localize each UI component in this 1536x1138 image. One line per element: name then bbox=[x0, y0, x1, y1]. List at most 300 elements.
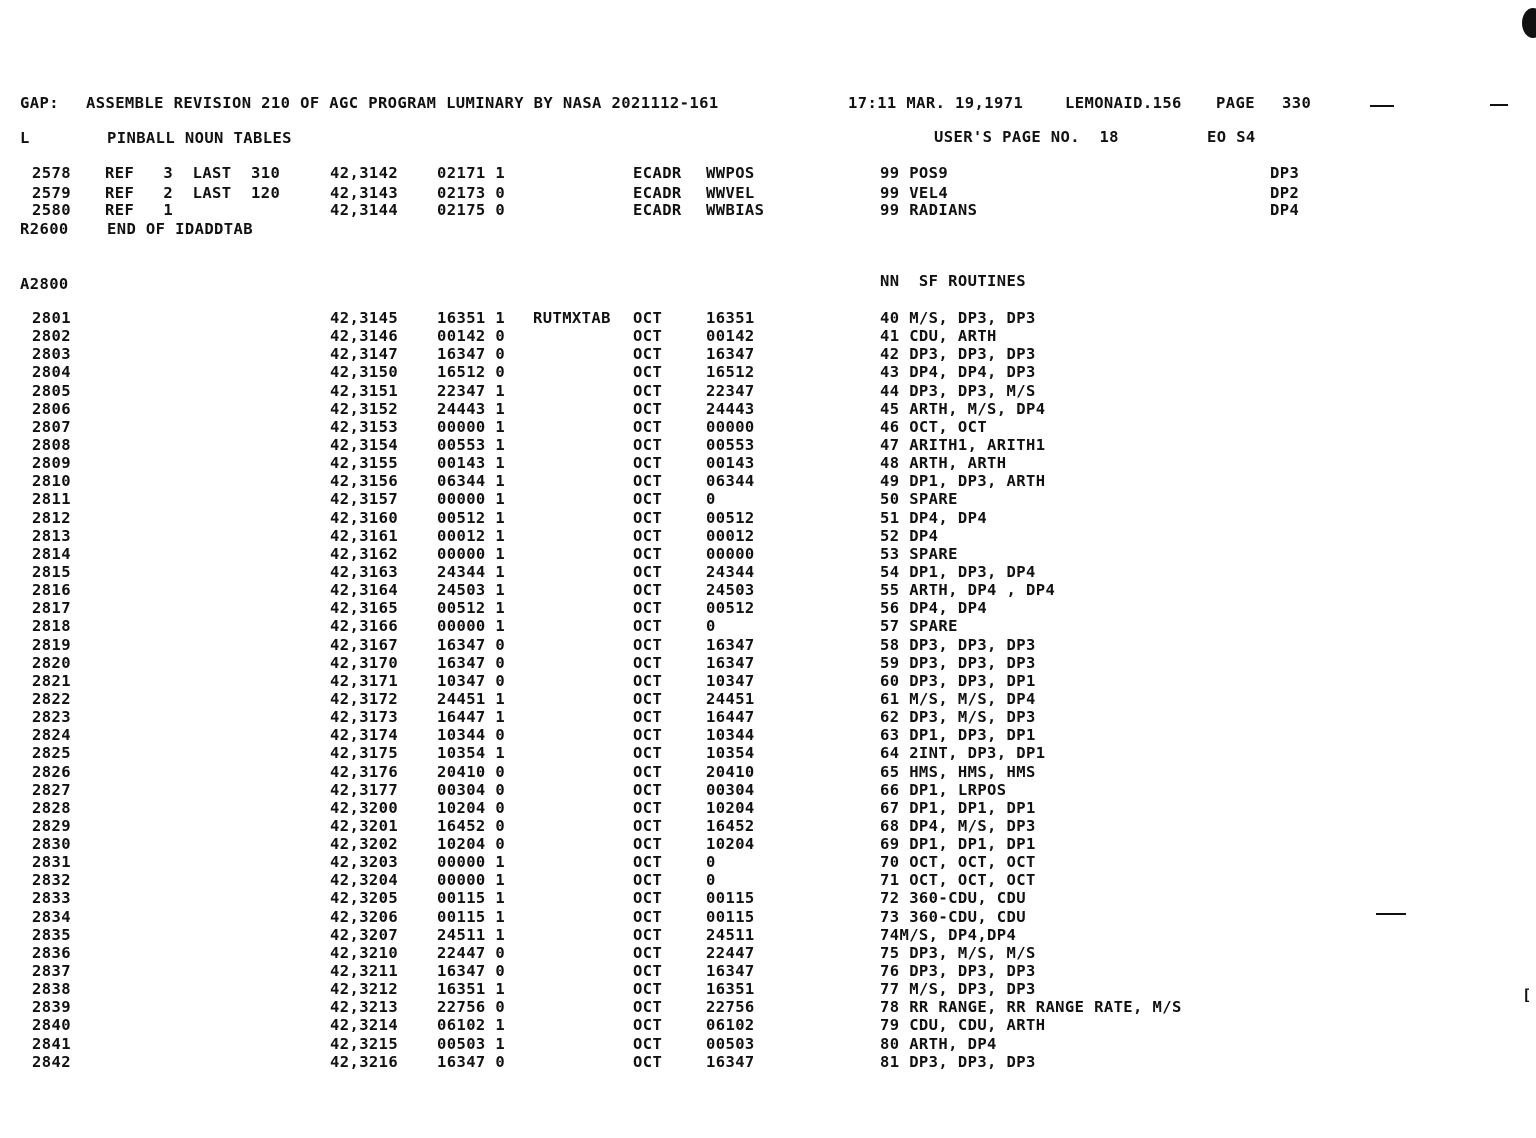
edge-bracket-mark: [ bbox=[1522, 986, 1532, 1004]
line-number: 2809 bbox=[32, 454, 71, 472]
address: 42,3200 bbox=[330, 799, 399, 817]
opcode: OCT bbox=[633, 1016, 663, 1034]
opcode: ECADR bbox=[633, 164, 682, 182]
comment: 49 DP1, DP3, ARTH bbox=[880, 472, 1046, 490]
opcode: OCT bbox=[633, 763, 663, 781]
octal-code: 02175 0 bbox=[437, 201, 506, 219]
comment: 80 ARTH, DP4 bbox=[880, 1035, 997, 1053]
table-row bbox=[0, 490, 1536, 508]
table-row bbox=[0, 781, 1536, 799]
listing-flag: L bbox=[20, 129, 30, 147]
octal-code: 00000 1 bbox=[437, 490, 506, 508]
address: 42,3167 bbox=[330, 636, 399, 654]
operand: 00143 bbox=[706, 454, 755, 472]
address: 42,3165 bbox=[330, 599, 399, 617]
table-row bbox=[0, 763, 1536, 781]
table-row bbox=[0, 835, 1536, 853]
line-number: 2804 bbox=[32, 363, 71, 381]
address: 42,3152 bbox=[330, 400, 399, 418]
line-number: 2829 bbox=[32, 817, 71, 835]
comment: 99 RADIANS bbox=[880, 201, 978, 219]
section2-heading: NN SF ROUTINES bbox=[880, 272, 1026, 290]
octal-code: 24511 1 bbox=[437, 926, 506, 944]
address: 42,3204 bbox=[330, 871, 399, 889]
line-number: 2834 bbox=[32, 908, 71, 926]
operand: 00304 bbox=[706, 781, 755, 799]
comment: 47 ARITH1, ARITH1 bbox=[880, 436, 1046, 454]
ref-info: REF 3 LAST 310 bbox=[105, 164, 281, 182]
comment: 52 DP4 bbox=[880, 527, 939, 545]
comment: 58 DP3, DP3, DP3 bbox=[880, 636, 1036, 654]
octal-code: 00304 0 bbox=[437, 781, 506, 799]
octal-code: 24344 1 bbox=[437, 563, 506, 581]
line-number: 2841 bbox=[32, 1035, 71, 1053]
line-number: 2815 bbox=[32, 563, 71, 581]
address: 42,3160 bbox=[330, 509, 399, 527]
opcode: OCT bbox=[633, 490, 663, 508]
octal-code: 22347 1 bbox=[437, 382, 506, 400]
octal-code: 00512 1 bbox=[437, 509, 506, 527]
operand: 00000 bbox=[706, 545, 755, 563]
line-number: 2813 bbox=[32, 527, 71, 545]
operand: 0 bbox=[706, 871, 716, 889]
comment: 68 DP4, M/S, DP3 bbox=[880, 817, 1036, 835]
line-number: 2836 bbox=[32, 944, 71, 962]
operand: 24344 bbox=[706, 563, 755, 581]
line-number: 2803 bbox=[32, 345, 71, 363]
page-number: 330 bbox=[1282, 94, 1312, 112]
octal-code: 16447 1 bbox=[437, 708, 506, 726]
table-row bbox=[0, 509, 1536, 527]
opcode: ECADR bbox=[633, 184, 682, 202]
table-row bbox=[0, 654, 1536, 672]
table-row bbox=[0, 708, 1536, 726]
opcode: OCT bbox=[633, 454, 663, 472]
comment: 56 DP4, DP4 bbox=[880, 599, 988, 617]
opcode: OCT bbox=[633, 690, 663, 708]
operand: 16347 bbox=[706, 1053, 755, 1071]
comment: 78 RR RANGE, RR RANGE RATE, M/S bbox=[880, 998, 1182, 1016]
octal-code: 00142 0 bbox=[437, 327, 506, 345]
address: 42,3171 bbox=[330, 672, 399, 690]
table-row bbox=[0, 472, 1536, 490]
comment: 57 SPARE bbox=[880, 617, 958, 635]
opcode: ECADR bbox=[633, 201, 682, 219]
table-row bbox=[0, 871, 1536, 889]
opcode: OCT bbox=[633, 1035, 663, 1053]
table-row bbox=[0, 418, 1536, 436]
operand: 10204 bbox=[706, 799, 755, 817]
comment: 75 DP3, M/S, M/S bbox=[880, 944, 1036, 962]
operand: 00503 bbox=[706, 1035, 755, 1053]
opcode: OCT bbox=[633, 654, 663, 672]
operand: 24503 bbox=[706, 581, 755, 599]
comment: 40 M/S, DP3, DP3 bbox=[880, 309, 1036, 327]
address: 42,3157 bbox=[330, 490, 399, 508]
address: 42,3174 bbox=[330, 726, 399, 744]
table-row bbox=[0, 454, 1536, 472]
address: 42,3155 bbox=[330, 454, 399, 472]
table-row bbox=[0, 672, 1536, 690]
octal-code: 16347 0 bbox=[437, 654, 506, 672]
opcode: OCT bbox=[633, 527, 663, 545]
octal-code: 10344 0 bbox=[437, 726, 506, 744]
octal-code: 00000 1 bbox=[437, 871, 506, 889]
table-row bbox=[0, 726, 1536, 744]
table-row bbox=[0, 690, 1536, 708]
line-number: 2835 bbox=[32, 926, 71, 944]
comment: 81 DP3, DP3, DP3 bbox=[880, 1053, 1036, 1071]
line-number: 2831 bbox=[32, 853, 71, 871]
table-row bbox=[0, 962, 1536, 980]
opcode: OCT bbox=[633, 617, 663, 635]
address: 42,3142 bbox=[330, 164, 399, 182]
address: 42,3201 bbox=[330, 817, 399, 835]
octal-code: 24451 1 bbox=[437, 690, 506, 708]
comment: 62 DP3, M/S, DP3 bbox=[880, 708, 1036, 726]
line-number: 2830 bbox=[32, 835, 71, 853]
table-row bbox=[0, 744, 1536, 762]
table-row bbox=[0, 581, 1536, 599]
operand: 0 bbox=[706, 490, 716, 508]
comment: 69 DP1, DP1, DP1 bbox=[880, 835, 1036, 853]
operand: 22347 bbox=[706, 382, 755, 400]
operand: 0 bbox=[706, 617, 716, 635]
octal-code: 10354 1 bbox=[437, 744, 506, 762]
operand: 22756 bbox=[706, 998, 755, 1016]
address: 42,3203 bbox=[330, 853, 399, 871]
line-number: 2810 bbox=[32, 472, 71, 490]
octal-code: 16351 1 bbox=[437, 309, 506, 327]
opcode: OCT bbox=[633, 327, 663, 345]
opcode: OCT bbox=[633, 853, 663, 871]
operand: 16347 bbox=[706, 636, 755, 654]
octal-code: 00000 1 bbox=[437, 617, 506, 635]
line-number: 2840 bbox=[32, 1016, 71, 1034]
line-number: 2818 bbox=[32, 617, 71, 635]
operand: 00115 bbox=[706, 908, 755, 926]
line-number: 2814 bbox=[32, 545, 71, 563]
octal-code: 16347 0 bbox=[437, 345, 506, 363]
octal-code: 10204 0 bbox=[437, 799, 506, 817]
octal-code: 10347 0 bbox=[437, 672, 506, 690]
address: 42,3205 bbox=[330, 889, 399, 907]
line-number: 2801 bbox=[32, 309, 71, 327]
address: 42,3211 bbox=[330, 962, 399, 980]
operand: 16447 bbox=[706, 708, 755, 726]
opcode: OCT bbox=[633, 998, 663, 1016]
address: 42,3150 bbox=[330, 363, 399, 381]
users-page-number: USER'S PAGE NO. 18 bbox=[934, 128, 1119, 146]
operand: 00512 bbox=[706, 509, 755, 527]
line-number: 2811 bbox=[32, 490, 71, 508]
line-number: 2842 bbox=[32, 1053, 71, 1071]
opcode: OCT bbox=[633, 799, 663, 817]
opcode: OCT bbox=[633, 418, 663, 436]
comment: 48 ARTH, ARTH bbox=[880, 454, 1007, 472]
comment: 64 2INT, DP3, DP1 bbox=[880, 744, 1046, 762]
table-row bbox=[0, 545, 1536, 563]
address: 42,3156 bbox=[330, 472, 399, 490]
assembly-title: ASSEMBLE REVISION 210 OF AGC PROGRAM LUMINARY BY NASA 2021112-161 bbox=[86, 94, 719, 112]
table-row bbox=[0, 527, 1536, 545]
octal-code: 10204 0 bbox=[437, 835, 506, 853]
line-number: 2819 bbox=[32, 636, 71, 654]
comment: 71 OCT, OCT, OCT bbox=[880, 871, 1036, 889]
octal-code: 00012 1 bbox=[437, 527, 506, 545]
comment: 61 M/S, M/S, DP4 bbox=[880, 690, 1036, 708]
address: 42,3207 bbox=[330, 926, 399, 944]
edge-dash-mark bbox=[1490, 104, 1508, 106]
address: 42,3216 bbox=[330, 1053, 399, 1071]
label: RUTMXTAB bbox=[533, 309, 611, 327]
line-number: 2823 bbox=[32, 708, 71, 726]
operand: 24511 bbox=[706, 926, 755, 944]
punch-hole-mark bbox=[1522, 8, 1536, 38]
opcode: OCT bbox=[633, 581, 663, 599]
operand: WWPOS bbox=[706, 164, 755, 182]
table-row bbox=[0, 908, 1536, 926]
line-number: 2802 bbox=[32, 327, 71, 345]
address: 42,3146 bbox=[330, 327, 399, 345]
assembly-timestamp: 17:11 MAR. 19,1971 bbox=[848, 94, 1024, 112]
operand: 00000 bbox=[706, 418, 755, 436]
octal-code: 16452 0 bbox=[437, 817, 506, 835]
comment: 65 HMS, HMS, HMS bbox=[880, 763, 1036, 781]
comment: 55 ARTH, DP4 , DP4 bbox=[880, 581, 1056, 599]
line-number: 2839 bbox=[32, 998, 71, 1016]
comment: 67 DP1, DP1, DP1 bbox=[880, 799, 1036, 817]
operand: 10204 bbox=[706, 835, 755, 853]
opcode: OCT bbox=[633, 545, 663, 563]
octal-code: 00115 1 bbox=[437, 889, 506, 907]
opcode: OCT bbox=[633, 563, 663, 581]
table-row bbox=[0, 944, 1536, 962]
opcode: OCT bbox=[633, 944, 663, 962]
octal-code: 20410 0 bbox=[437, 763, 506, 781]
operand: 16347 bbox=[706, 345, 755, 363]
comment: 70 OCT, OCT, OCT bbox=[880, 853, 1036, 871]
comment: 99 POS9 bbox=[880, 164, 949, 182]
opcode: OCT bbox=[633, 472, 663, 490]
octal-code: 16347 0 bbox=[437, 636, 506, 654]
margin-dash-mark bbox=[1376, 913, 1406, 915]
line-number: 2806 bbox=[32, 400, 71, 418]
line-number: 2808 bbox=[32, 436, 71, 454]
address: 42,3212 bbox=[330, 980, 399, 998]
opcode: OCT bbox=[633, 835, 663, 853]
line-number: 2822 bbox=[32, 690, 71, 708]
comment: 42 DP3, DP3, DP3 bbox=[880, 345, 1036, 363]
line-number: 2579 bbox=[32, 184, 71, 202]
table-row bbox=[0, 345, 1536, 363]
line-number: 2817 bbox=[32, 599, 71, 617]
line-number: 2821 bbox=[32, 672, 71, 690]
table-row bbox=[0, 617, 1536, 635]
table-row bbox=[0, 636, 1536, 654]
address: 42,3161 bbox=[330, 527, 399, 545]
comment: 51 DP4, DP4 bbox=[880, 509, 988, 527]
opcode: OCT bbox=[633, 962, 663, 980]
ref-info: REF 2 LAST 120 bbox=[105, 184, 281, 202]
table-row bbox=[0, 817, 1536, 835]
line-number: 2580 bbox=[32, 201, 71, 219]
octal-code: 00000 1 bbox=[437, 418, 506, 436]
comment: 73 360-CDU, CDU bbox=[880, 908, 1026, 926]
comment: 72 360-CDU, CDU bbox=[880, 889, 1026, 907]
opcode: OCT bbox=[633, 636, 663, 654]
operand: WWBIAS bbox=[706, 201, 765, 219]
opcode: OCT bbox=[633, 509, 663, 527]
opcode: OCT bbox=[633, 744, 663, 762]
address: 42,3177 bbox=[330, 781, 399, 799]
operand: 00115 bbox=[706, 889, 755, 907]
ref-row bbox=[0, 164, 1536, 182]
address: 42,3145 bbox=[330, 309, 399, 327]
octal-code: 06344 1 bbox=[437, 472, 506, 490]
line-number: 2812 bbox=[32, 509, 71, 527]
table-row bbox=[0, 1035, 1536, 1053]
section-title: PINBALL NOUN TABLES bbox=[107, 129, 292, 147]
operand: 00012 bbox=[706, 527, 755, 545]
operand: 00553 bbox=[706, 436, 755, 454]
comment: 66 DP1, LRPOS bbox=[880, 781, 1007, 799]
line-number: 2826 bbox=[32, 763, 71, 781]
comment: 45 ARTH, M/S, DP4 bbox=[880, 400, 1046, 418]
table-row bbox=[0, 327, 1536, 345]
octal-code: 02171 1 bbox=[437, 164, 506, 182]
address: 42,3173 bbox=[330, 708, 399, 726]
operand: WWVEL bbox=[706, 184, 755, 202]
table-row bbox=[0, 889, 1536, 907]
octal-code: 16347 0 bbox=[437, 962, 506, 980]
opcode: OCT bbox=[633, 926, 663, 944]
octal-code: 22447 0 bbox=[437, 944, 506, 962]
opcode: OCT bbox=[633, 436, 663, 454]
octal-code: 00115 1 bbox=[437, 908, 506, 926]
end-line-number: R2600 bbox=[20, 220, 69, 238]
opcode: OCT bbox=[633, 781, 663, 799]
table-row bbox=[0, 1016, 1536, 1034]
address: 42,3210 bbox=[330, 944, 399, 962]
comment: 50 SPARE bbox=[880, 490, 958, 508]
address: 42,3163 bbox=[330, 563, 399, 581]
address: 42,3176 bbox=[330, 763, 399, 781]
comment: 99 VEL4 bbox=[880, 184, 949, 202]
operand: 24451 bbox=[706, 690, 755, 708]
line-number: 2816 bbox=[32, 581, 71, 599]
operand: 16351 bbox=[706, 980, 755, 998]
address: 42,3143 bbox=[330, 184, 399, 202]
operand: 16452 bbox=[706, 817, 755, 835]
address: 42,3170 bbox=[330, 654, 399, 672]
comment: 74M/S, DP4,DP4 bbox=[880, 926, 1017, 944]
address: 42,3162 bbox=[330, 545, 399, 563]
comment: 76 DP3, DP3, DP3 bbox=[880, 962, 1036, 980]
comment: 46 OCT, OCT bbox=[880, 418, 988, 436]
table-row bbox=[0, 436, 1536, 454]
octal-code: 00512 1 bbox=[437, 599, 506, 617]
address: 42,3166 bbox=[330, 617, 399, 635]
page-label: PAGE bbox=[1216, 94, 1255, 112]
table-row bbox=[0, 309, 1536, 327]
opcode: OCT bbox=[633, 980, 663, 998]
octal-code: 16351 1 bbox=[437, 980, 506, 998]
precision-type: DP3 bbox=[1270, 164, 1300, 182]
octal-code: 00553 1 bbox=[437, 436, 506, 454]
ref-row bbox=[0, 184, 1536, 202]
line-number: 2807 bbox=[32, 418, 71, 436]
precision-type: DP4 bbox=[1270, 201, 1300, 219]
octal-code: 06102 1 bbox=[437, 1016, 506, 1034]
octal-code: 00000 1 bbox=[437, 853, 506, 871]
comment: 60 DP3, DP3, DP1 bbox=[880, 672, 1036, 690]
comment: 53 SPARE bbox=[880, 545, 958, 563]
octal-code: 00143 1 bbox=[437, 454, 506, 472]
gap-label: GAP: bbox=[20, 94, 59, 112]
comment: 79 CDU, CDU, ARTH bbox=[880, 1016, 1046, 1034]
opcode: OCT bbox=[633, 382, 663, 400]
operand: 16347 bbox=[706, 962, 755, 980]
octal-code: 00000 1 bbox=[437, 545, 506, 563]
operand: 16351 bbox=[706, 309, 755, 327]
line-number: 2837 bbox=[32, 962, 71, 980]
table-row bbox=[0, 799, 1536, 817]
address: 42,3213 bbox=[330, 998, 399, 1016]
eo-code: EO S4 bbox=[1207, 128, 1256, 146]
opcode: OCT bbox=[633, 889, 663, 907]
comment: 77 M/S, DP3, DP3 bbox=[880, 980, 1036, 998]
operand: 24443 bbox=[706, 400, 755, 418]
octal-code: 16347 0 bbox=[437, 1053, 506, 1071]
opcode: OCT bbox=[633, 871, 663, 889]
opcode: OCT bbox=[633, 309, 663, 327]
operand: 20410 bbox=[706, 763, 755, 781]
line-number: 2827 bbox=[32, 781, 71, 799]
comment: 54 DP1, DP3, DP4 bbox=[880, 563, 1036, 581]
table-row bbox=[0, 599, 1536, 617]
opcode: OCT bbox=[633, 345, 663, 363]
operand: 10344 bbox=[706, 726, 755, 744]
table-row bbox=[0, 853, 1536, 871]
address: 42,3144 bbox=[330, 201, 399, 219]
table-row bbox=[0, 363, 1536, 381]
octal-code: 24503 1 bbox=[437, 581, 506, 599]
opcode: OCT bbox=[633, 400, 663, 418]
operand: 22447 bbox=[706, 944, 755, 962]
line-number: 2828 bbox=[32, 799, 71, 817]
table-row bbox=[0, 400, 1536, 418]
line-number: 2833 bbox=[32, 889, 71, 907]
opcode: OCT bbox=[633, 672, 663, 690]
page-dash-mark bbox=[1370, 105, 1394, 107]
line-number: 2820 bbox=[32, 654, 71, 672]
precision-type: DP2 bbox=[1270, 184, 1300, 202]
address: 42,3215 bbox=[330, 1035, 399, 1053]
operand: 00512 bbox=[706, 599, 755, 617]
comment: 41 CDU, ARTH bbox=[880, 327, 997, 345]
opcode: OCT bbox=[633, 1053, 663, 1071]
opcode: OCT bbox=[633, 726, 663, 744]
line-number: 2578 bbox=[32, 164, 71, 182]
table-row bbox=[0, 926, 1536, 944]
ref-info: REF 1 bbox=[105, 201, 174, 219]
octal-code: 02173 0 bbox=[437, 184, 506, 202]
operand: 10347 bbox=[706, 672, 755, 690]
address: 42,3206 bbox=[330, 908, 399, 926]
ref-row bbox=[0, 201, 1536, 219]
operand: 06344 bbox=[706, 472, 755, 490]
